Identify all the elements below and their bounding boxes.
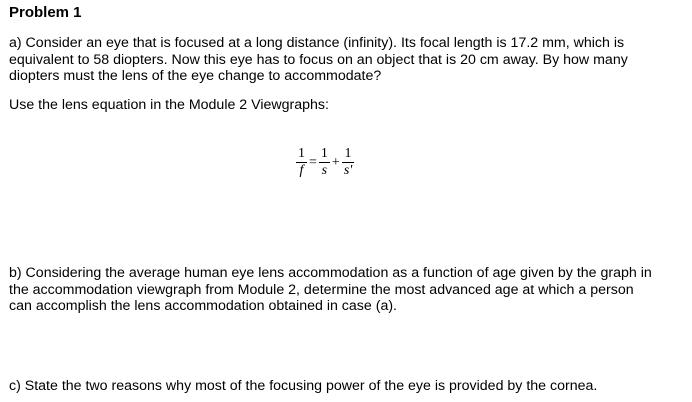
part-a-line-3: diopters must the lens of the eye change to accommodate?	[9, 68, 382, 84]
fraction-one-over-f	[296, 147, 307, 178]
term1-denominator: s	[321, 163, 328, 178]
part-c-question	[9, 378, 689, 395]
part-b-line-2: the accommodation viewgraph from Module 2, determine the most advanced age at which a person	[9, 281, 634, 298]
fraction-one-over-s-prime	[342, 147, 354, 178]
lens-equation-instruction	[9, 97, 679, 114]
problem-title: Problem 1	[9, 4, 82, 21]
lhs-numerator: 1	[298, 146, 305, 161]
fraction-one-over-s	[319, 147, 330, 178]
term1-numerator: 1	[320, 146, 328, 161]
lens-equation	[295, 147, 355, 178]
term2-numerator: 1	[344, 146, 352, 161]
equals-sign: =	[309, 154, 317, 170]
part-a-line-1: a) Consider an eye that is focused at a long distance (infinity). Its focal length is 17.2 mm, which is	[9, 35, 625, 51]
part-c-line-1: c) State the two reasons why most of the focusing power of the eye is provided by the cornea.	[9, 378, 598, 394]
part-b-question	[9, 265, 689, 315]
plus-sign: +	[331, 154, 340, 170]
lhs-denominator: f	[299, 163, 304, 178]
term2-denominator: s'	[343, 163, 353, 178]
part-b-line-1: b) Considering the average human eye lens accommodation as a function of age given by the graph in	[9, 265, 652, 281]
part-a-question	[9, 35, 679, 85]
part-a-line-2: equivalent to 58 diopters. Now this eye has to focus on an object that is 20 cm away. By how many	[9, 51, 628, 68]
part-b-line-3: can accomplish the lens accommodation obtained in case (a).	[9, 298, 398, 314]
instruction-text: Use the lens equation in the Module 2 Viewgraphs:	[9, 97, 329, 113]
